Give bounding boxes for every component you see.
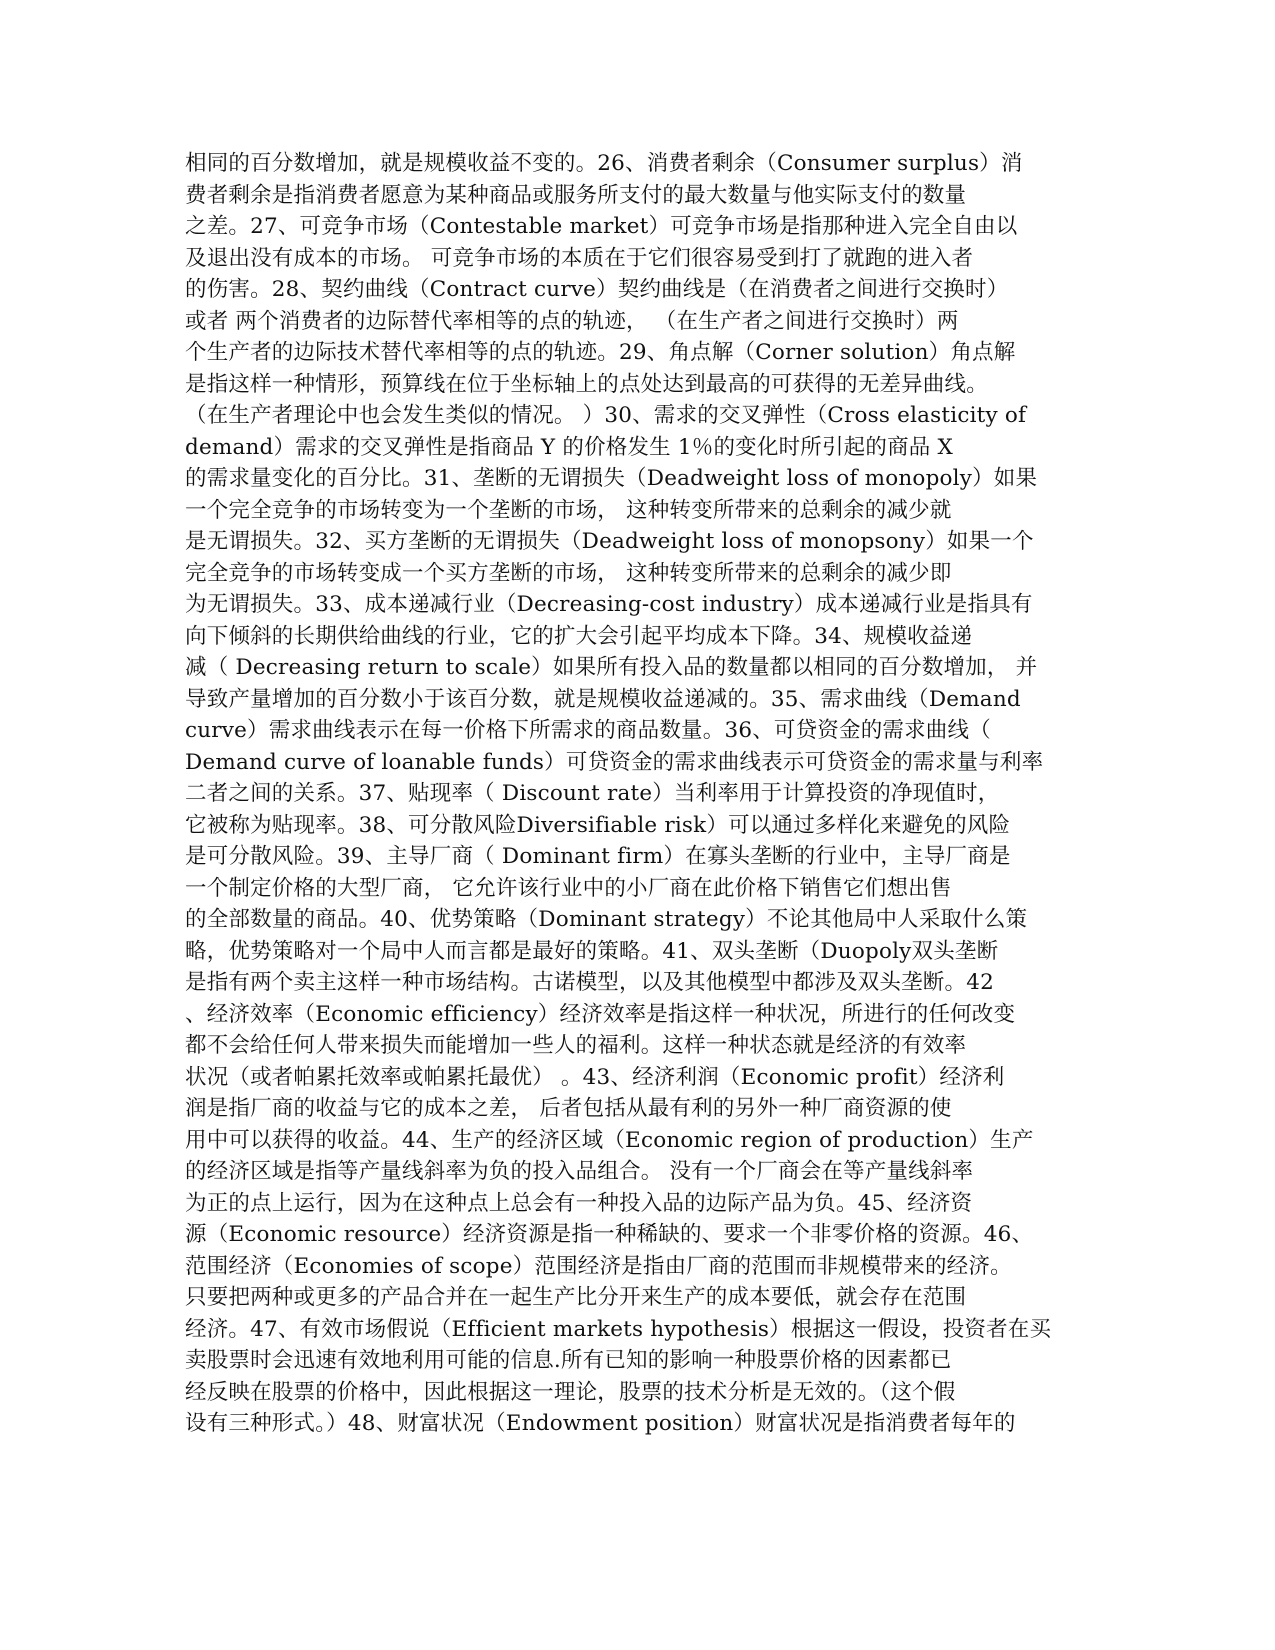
text-line: 导致产量增加的百分数小于该百分数，就是规模收益递减的。35、需求曲线（Demand — [185, 686, 1021, 712]
text-line: 是指有两个卖主这样一种市场结构。古诺模型，以及其他模型中都涉及双头垄断。42 — [185, 970, 994, 995]
text-line: 是无谓损失。32、买方垄断的无谓损失（Deadweight loss of monopsony）如果一个 — [185, 529, 1034, 554]
text-line: 略，优势策略对一个局中人而言都是最好的策略。41、双头垄断（Duopoly双头垄断 — [185, 938, 999, 964]
text-line: demand）需求的交叉弹性是指商品 Y 的价格发生 1％的变化时所引起的商品 X — [185, 434, 954, 460]
text-line: 都不会给任何人带来损失而能增加一些人的福利。这样一种状态就是经济的有效率 — [185, 1033, 967, 1058]
text-line: 的全部数量的商品。40、优势策略（Dominant strategy）不论其他局中人采取什么策 — [185, 907, 1028, 932]
text-line: 之差。27、可竞争市场（Contestable market）可竞争市场是指那种进入完全自由以 — [185, 214, 1018, 239]
text-line: 为正的点上运行，因为在这种点上总会有一种投入品的边际产品为负。45、经济资 — [185, 1190, 973, 1216]
text-line: 的需求量变化的百分比。31、垄断的无谓损失（Deadweight loss of monopoly）如果 — [185, 466, 1038, 491]
text-line: 只要把两种或更多的产品合并在一起生产比分开来生产的成本要低，就会存在范围 — [185, 1285, 967, 1310]
text-line: 范围经济（Economies of scope）范围经济是指由厂商的范围而非规模带来的经济。 — [185, 1253, 1012, 1279]
text-line: 是可分散风险。39、主导厂商（ Dominant firm）在寡头垄断的行业中，主导厂商是 — [185, 844, 1011, 869]
text-line: 、经济效率（Economic efficiency）经济效率是指这样一种状况，所进行的任何改变 — [185, 1001, 1016, 1027]
text-line: 二者之间的关系。37、贴现率（ Discount rate）当利率用于计算投资的净现值时， — [185, 781, 1000, 806]
text-line: 或者 两个消费者的边际替代率相等的点的轨迹， （在生产者之间进行交换时）两 — [185, 308, 959, 334]
text-line: 一个完全竞争的市场转变为一个垄断的市场， 这种转变所带来的总剩余的减少就 — [185, 497, 952, 523]
text-line: 经反映在股票的价格中，因此根据这一理论，股票的技术分析是无效的。（这个假 — [185, 1379, 956, 1405]
text-line: 向下倾斜的长期供给曲线的行业，它的扩大会引起平均成本下降。34、规模收益递 — [185, 623, 973, 649]
text-line: 润是指厂商的收益与它的成本之差， 后者包括从最有利的另外一种厂商资源的使 — [185, 1096, 952, 1121]
text-line: 它被称为贴现率。38、可分散风险Diversifiable risk）可以通过多样化来避免的风险 — [185, 812, 1011, 838]
text-line: 个生产者的边际技术替代率相等的点的轨迹。29、角点解（Corner solution）角点解 — [185, 340, 1016, 365]
text-line: 源（Economic resource）经济资源是指一种稀缺的、要求一个非零价格的资源。46、 — [185, 1222, 1034, 1247]
text-line: 经济。47、有效市场假说（Efficient markets hypothesis）根据这一假设，投资者在买 — [185, 1316, 1052, 1342]
text-line: 卖股票时会迅速有效地利用可能的信息.所有已知的影响一种股票价格的因素都已 — [185, 1348, 952, 1373]
text-line: 及退出没有成本的市场。 可竞争市场的本质在于它们很容易受到打了就跑的进入者 — [185, 245, 974, 271]
text-line: 状况（或者帕累托效率或帕累托最优） 。43、经济利润（Economic profit）经济利 — [185, 1064, 1005, 1090]
text-line: 一个制定价格的大型厂商， 它允许该行业中的小厂商在此价格下销售它们想出售 — [185, 875, 952, 901]
text-line: 费者剩余是指消费者愿意为某种商品或服务所支付的最大数量与他实际支付的数量 — [185, 182, 967, 208]
text-line: 完全竞争的市场转变成一个买方垄断的市场， 这种转变所带来的总剩余的减少即 — [185, 560, 952, 586]
text-line: 相同的百分数增加，就是规模收益不变的。26、消费者剩余（Consumer surplus）消 — [185, 151, 1023, 176]
text-line: 为无谓损失。33、成本递减行业（Decreasing-cost industry）成本递减行业是指具有 — [185, 592, 1033, 617]
text-line: Demand curve of loanable funds）可贷资金的需求曲线表示可贷资金的需求量与利率 — [185, 749, 1044, 775]
text-line: 是指这样一种情形，预算线在位于坐标轴上的点处达到最高的可获得的无差异曲线。 — [185, 371, 988, 397]
text-line: 的经济区域是指等产量线斜率为负的投入品组合。 没有一个厂商会在等产量线斜率 — [185, 1159, 974, 1184]
body-text — [185, 148, 1085, 1440]
text-line: curve）需求曲线表示在每一价格下所需求的商品数量。36、可贷资金的需求曲线（ — [185, 718, 991, 743]
text-line: 减（ Decreasing return to scale）如果所有投入品的数量都以相同的百分数增加， 并 — [185, 655, 1038, 680]
text-line: 设有三种形式。）48、财富状况（Endowment position）财富状况是指消费者每年的 — [185, 1411, 1016, 1436]
text-line: 的伤害。28、契约曲线（Contract curve）契约曲线是（在消费者之间进行交换时） — [185, 277, 1009, 302]
text-line: 用中可以获得的收益。44、生产的经济区域（Economic region of production）生产 — [185, 1127, 1034, 1153]
text-line: （在生产者理论中也会发生类似的情况。 ）30、需求的交叉弹性（Cross elasticity of — [185, 403, 1027, 428]
